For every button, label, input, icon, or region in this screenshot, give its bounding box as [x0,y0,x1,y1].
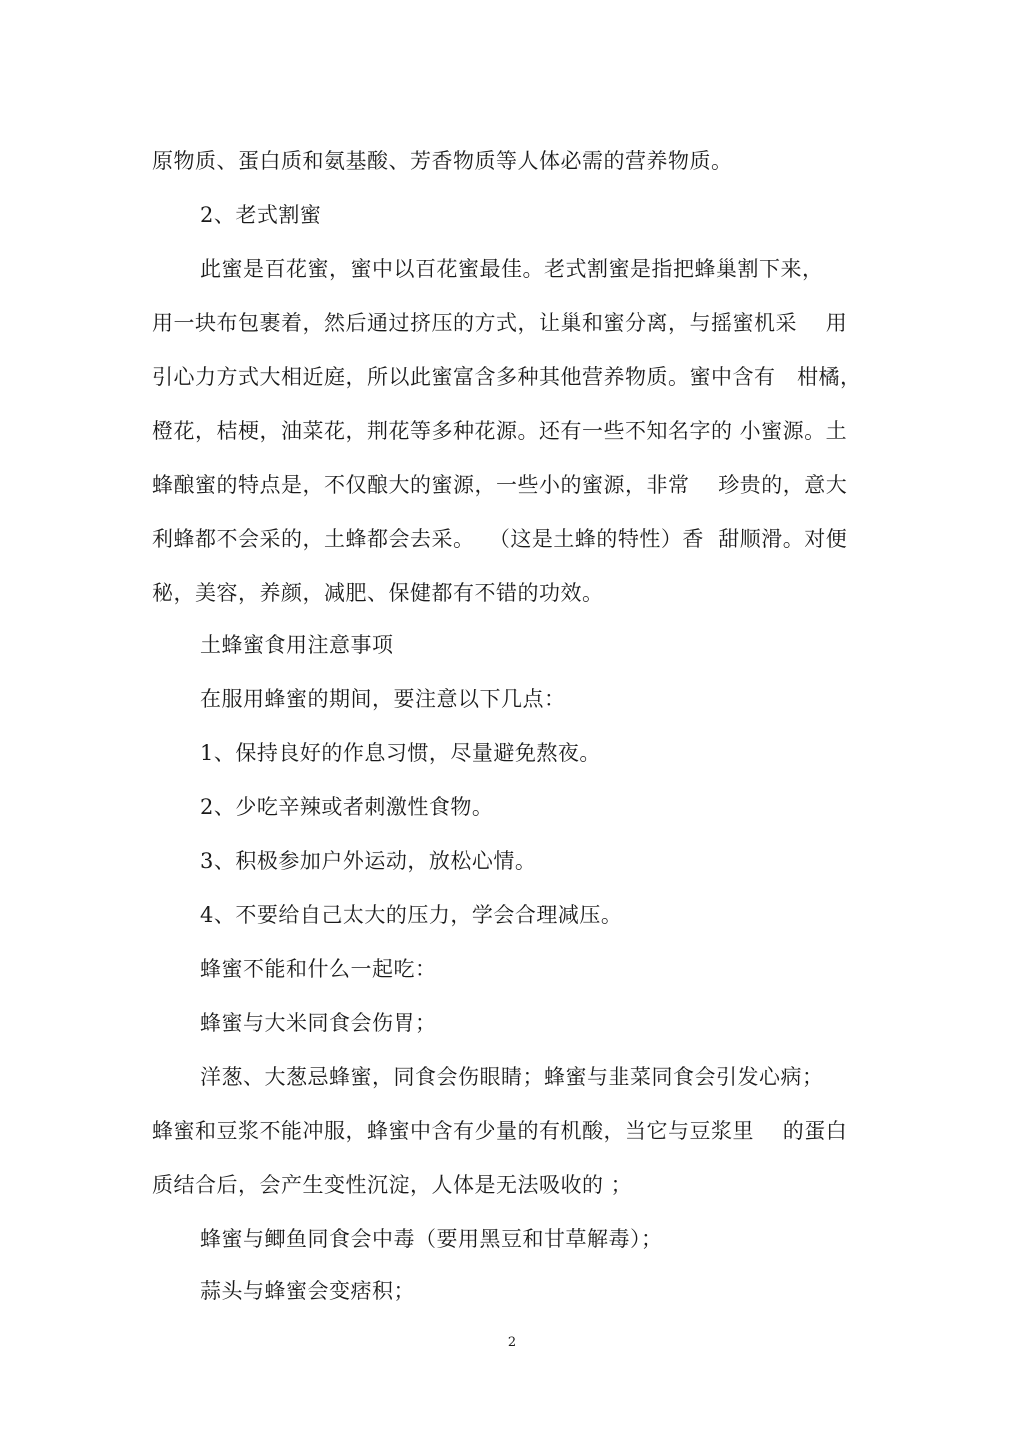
text-line: 蜂酿蜜的特点是，不仅酿大的蜜源，一些小的蜜源，非常 珍贵的，意大 [152,473,848,497]
section-heading: 蜂蜜不能和什么一起吃： [200,957,437,981]
text-line: 秘，美容，养颜，减肥、保健都有不错的功效。 [152,581,604,605]
page-number: 2 [507,1335,517,1350]
text-line: 蜂蜜与鲫鱼同食会中毒（要用黑豆和甘草解毒）； [200,1227,663,1251]
text-line: 蒜头与蜂蜜会变痞积； [200,1279,415,1303]
text-line: 蜂蜜和豆浆不能冲服，蜂蜜中含有少量的有机酸，当它与豆浆里 的蛋白 [152,1119,848,1143]
text-line: 利蜂都不会采的，土蜂都会去采。 （这是土蜂的特性）香 甜顺滑。对便 [152,527,848,551]
text-line: 蜂蜜与大米同食会伤胃； [200,1011,437,1035]
list-item: 1、保持良好的作息习惯，尽量避免熬夜。 [200,741,601,765]
text-line: 洋葱、大葱忌蜂蜜，同食会伤眼睛；蜂蜜与韭菜同食会引发心病； [200,1065,824,1089]
text-line: 质结合后，会产生变性沉淀，人体是无法吸收的 ； [152,1173,633,1197]
section-heading: 2、老式割蜜 [200,203,322,227]
list-item: 2、少吃辛辣或者刺激性食物。 [200,795,494,819]
text-line: 引心力方式大相近庭，所以此蜜富含多种其他营养物质。蜜中含有 柑橘， [152,365,862,389]
text-line: 橙花，桔梗，油菜花，荆花等多种花源。还有一些不知名字的 小蜜源。土 [152,419,848,443]
list-item: 4、不要给自己太大的压力，学会合理减压。 [200,903,623,927]
text-line: 原物质、蛋白质和氨基酸、芳香物质等人体必需的营养物质。 [152,149,733,173]
section-heading: 土蜂蜜食用注意事项 [200,633,394,657]
list-item: 3、积极参加户外运动，放松心情。 [200,849,537,873]
text-line: 用一块布包裹着，然后通过挤压的方式，让巢和蜜分离，与摇蜜机采 用 [152,311,848,335]
text-line: 在服用蜂蜜的期间，要注意以下几点： [200,687,566,711]
text-line: 此蜜是百花蜜，蜜中以百花蜜最佳。老式割蜜是指把蜂巢割下来， [200,257,824,281]
